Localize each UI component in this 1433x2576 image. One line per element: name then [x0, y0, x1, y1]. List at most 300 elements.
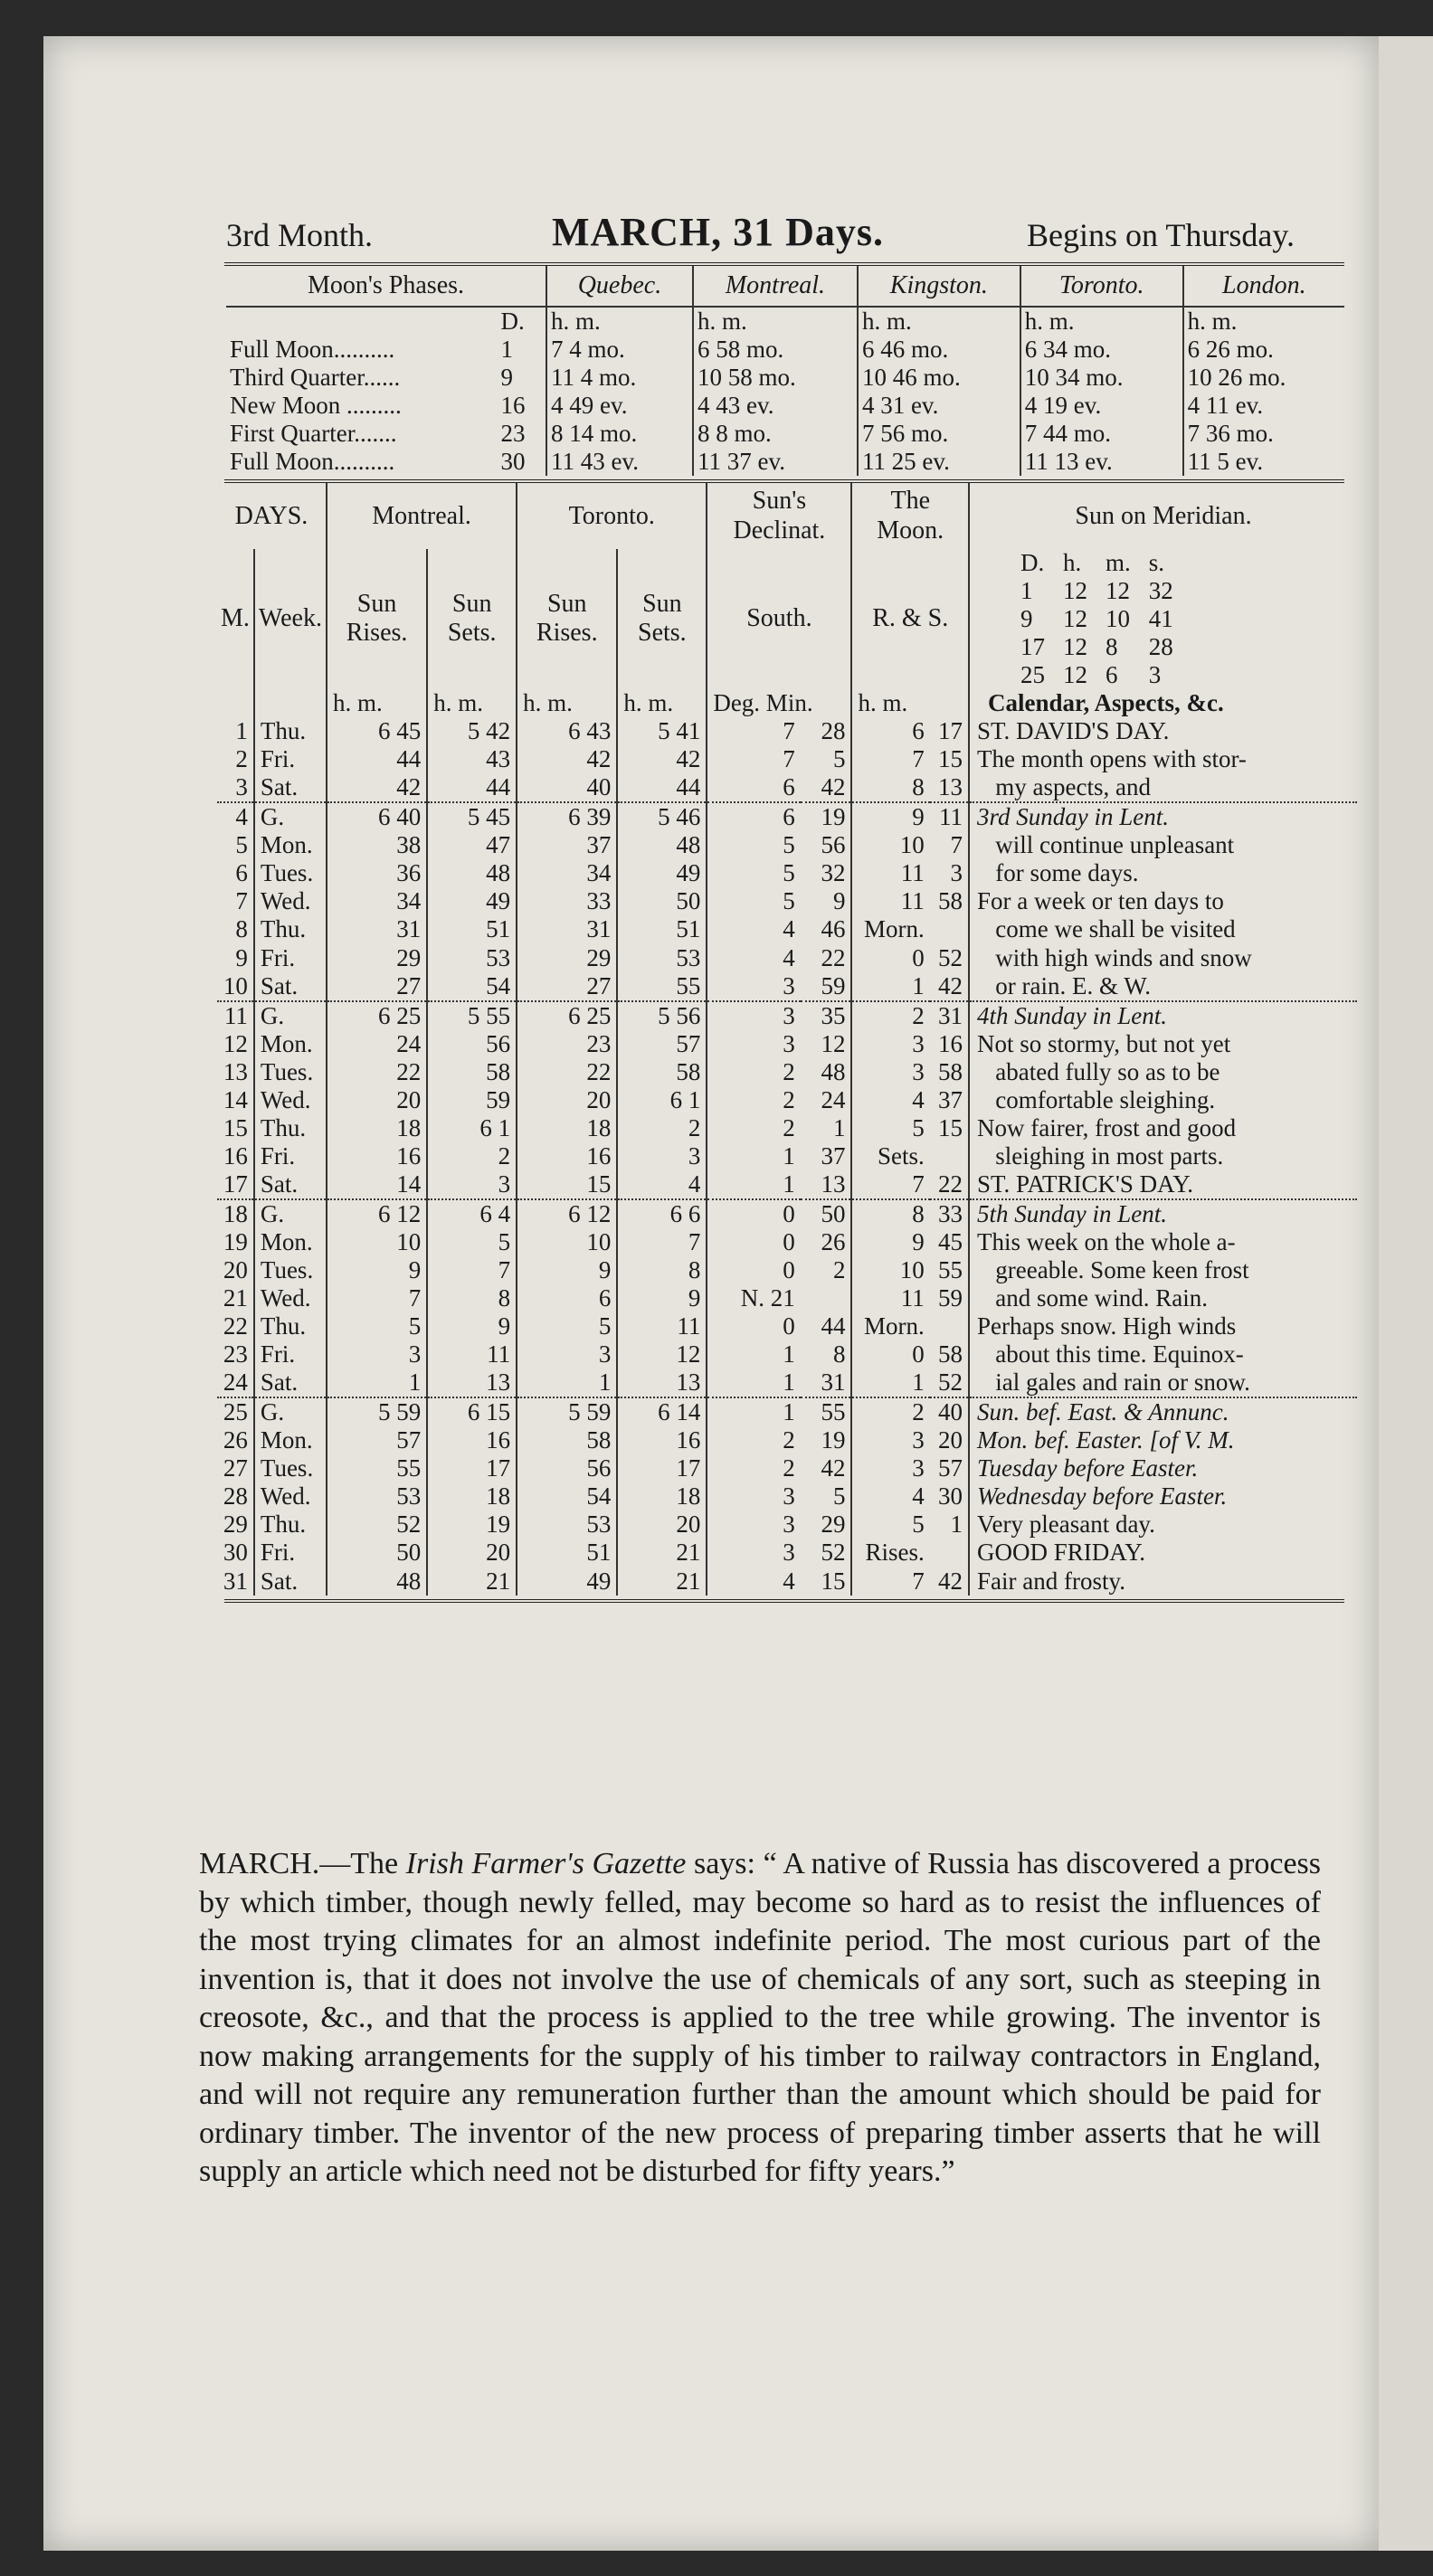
day-cell-mm: 58	[938, 1340, 963, 1368]
meridian-row	[1011, 605, 1182, 633]
day-cell-mn: 44	[821, 1312, 846, 1340]
day-cell-mr: 9	[327, 1256, 427, 1284]
day-cell-mn: 52	[821, 1539, 846, 1567]
day-cell-w: Thu.	[254, 915, 327, 943]
day-cell-d: 5	[235, 831, 248, 859]
day-cell-ms: 11	[427, 1340, 517, 1368]
day-cell-d: 20	[223, 1256, 248, 1284]
day-cell-mm: 42	[938, 971, 963, 999]
day-cell-c: Perhaps snow. High winds	[969, 1312, 1357, 1340]
day-cell-w: Sat.	[254, 1368, 327, 1397]
table-row	[217, 1312, 1357, 1340]
day-cell-mh: 0	[851, 1340, 929, 1368]
day-cell-tr: 37	[517, 831, 617, 859]
day-cell-mm: 33	[930, 1199, 969, 1228]
day-cell-ts: 49	[617, 859, 707, 887]
meridian-cell: 1	[1020, 576, 1033, 604]
day-cell-tr: 5 59	[517, 1397, 617, 1426]
day-cell-ms: 47	[427, 831, 517, 859]
day-cell-tr: 3	[517, 1340, 617, 1368]
mtl-sets-header: Sun Sets.	[427, 549, 517, 689]
day-cell-w: Thu.	[254, 1114, 327, 1142]
day-cell-ts: 4	[617, 1170, 707, 1199]
day-cell-mn: 1	[832, 1113, 846, 1141]
phase-cell-d: 9	[500, 364, 513, 392]
day-cell-tr: 40	[517, 773, 617, 802]
moon-phases-table	[226, 266, 1344, 476]
day-cell-tr: 58	[517, 1426, 617, 1454]
day-cell-w: Tues.	[254, 859, 327, 887]
day-cell-c: This week on the whole a-	[969, 1228, 1357, 1256]
day-cell-mr: 7	[327, 1284, 427, 1312]
day-cell-c: 3rd Sunday in Lent.	[969, 802, 1357, 831]
day-cell-mn: 29	[821, 1511, 846, 1539]
day-cell-w: Wed.	[254, 1482, 327, 1511]
day-cell-ms: 21	[427, 1567, 517, 1596]
day-cell-mr: 55	[327, 1454, 427, 1482]
day-cell-mr: 27	[327, 972, 427, 1001]
day-cell-dg: 4	[707, 915, 800, 943]
phase-cell-l: 10 26 mo.	[1183, 364, 1344, 392]
day-cell-ts: 58	[617, 1058, 707, 1086]
unit-hm: h. m.	[517, 689, 617, 717]
unit-hm: h. m.	[327, 689, 427, 717]
day-cell-mn: 31	[821, 1368, 846, 1397]
day-cell-d: 3	[235, 773, 248, 801]
day-cell-mh: 9	[851, 1228, 929, 1256]
day-cell-mh: 3	[851, 1030, 929, 1058]
phase-cell-m: 8 8 mo.	[693, 420, 858, 448]
phase-cell-l: 7 36 mo.	[1183, 420, 1344, 448]
phase-sub: h. m.	[858, 307, 1020, 336]
day-cell-ts: 42	[617, 745, 707, 773]
day-cell-ts: 57	[617, 1030, 707, 1058]
day-cell-mn: 19	[801, 802, 852, 831]
meridian-h: D.	[1020, 548, 1045, 576]
meridian-cell: 6	[1106, 661, 1118, 689]
day-cell-c: come we shall be visited	[969, 915, 1357, 943]
phase-row	[226, 448, 1344, 476]
day-cell-dg: 5	[707, 831, 800, 859]
phase-cell-k: 6 46 mo.	[858, 336, 1020, 364]
unit-deg: Deg. Min.	[707, 689, 851, 717]
day-cell-w: G.	[254, 1001, 327, 1030]
day-cell-mh: 4	[851, 1482, 929, 1511]
phase-cell-name: Full Moon..........	[230, 448, 395, 476]
day-cell-mm: 40	[930, 1397, 969, 1426]
day-cell-ts: 21	[617, 1567, 707, 1596]
day-cell-mn: 19	[821, 1426, 846, 1454]
day-cell-c: 4th Sunday in Lent.	[969, 1001, 1357, 1030]
day-cell-mm: 15	[938, 745, 963, 773]
day-cell-w: Mon.	[254, 1030, 327, 1058]
day-cell-w: Thu.	[254, 1312, 327, 1340]
day-cell-dg: 2	[707, 1426, 800, 1454]
day-cell-mh: 0	[851, 944, 929, 972]
day-cell-dg: 1	[707, 1142, 800, 1170]
table-row	[217, 717, 1357, 745]
table-row	[217, 1397, 1357, 1426]
day-cell-ms: 59	[427, 1086, 517, 1114]
day-cell-d: 30	[223, 1539, 248, 1567]
day-cell-w: G.	[254, 802, 327, 831]
day-cell-ts: 17	[617, 1454, 707, 1482]
day-cell-ts: 7	[617, 1228, 707, 1256]
montreal-col-header: Montreal.	[327, 483, 517, 548]
day-cell-mm: 45	[938, 1227, 963, 1255]
phase-cell-l: 6 26 mo.	[1183, 336, 1344, 364]
day-cell-ts: 11	[617, 1312, 707, 1340]
day-cell-w: Sat.	[254, 1567, 327, 1596]
meridian-cell: 8	[1106, 632, 1118, 660]
day-cell-ts: 55	[617, 972, 707, 1001]
day-cell-mr: 6 12	[327, 1199, 427, 1228]
day-cell-tr: 15	[517, 1170, 617, 1199]
meridian-cell: 12	[1063, 604, 1087, 632]
day-cell-mn: 8	[832, 1340, 846, 1368]
day-cell-dg: 3	[707, 972, 800, 1001]
day-cell-w: Wed.	[254, 1284, 327, 1312]
day-cell-mh: 3	[851, 1454, 929, 1482]
meridian-cell: 12	[1063, 632, 1087, 660]
phase-cell-k: 7 56 mo.	[858, 420, 1020, 448]
table-row	[217, 1001, 1357, 1030]
day-cell-ms: 58	[427, 1058, 517, 1086]
day-cell-w: Mon.	[254, 1426, 327, 1454]
day-cell-mh: 3	[851, 1058, 929, 1086]
day-cell-d: 22	[223, 1312, 248, 1340]
phase-cell-m: 10 58 mo.	[693, 364, 858, 392]
day-cell-mr: 44	[327, 745, 427, 773]
day-cell-tr: 34	[517, 859, 617, 887]
meridian-cell: 28	[1148, 632, 1173, 660]
meridian-table	[1011, 549, 1182, 689]
phases-header: Moon's Phases.	[226, 266, 546, 307]
day-cell-d: 12	[223, 1029, 248, 1057]
page-header	[181, 199, 1357, 262]
day-cell-tr: 56	[517, 1454, 617, 1482]
phase-cell-q: 7 4 mo.	[546, 336, 693, 364]
day-cell-d: 16	[223, 1141, 248, 1170]
day-cell-tr: 22	[517, 1058, 617, 1086]
phase-rows	[226, 336, 1344, 476]
day-cell-ts: 6 6	[617, 1199, 707, 1228]
phase-row	[226, 336, 1344, 364]
day-cell-mm: 55	[938, 1256, 963, 1284]
day-cell-mm: 31	[930, 1001, 969, 1030]
table-row	[217, 1114, 1357, 1142]
day-cell-mn: 46	[821, 915, 846, 943]
table-row	[217, 1454, 1357, 1482]
day-cell-d: 17	[223, 1170, 248, 1198]
phase-cell-t: 7 44 mo.	[1020, 420, 1183, 448]
london-header: London.	[1183, 266, 1344, 307]
day-cell-c: abated fully so as to be	[969, 1058, 1357, 1086]
day-cell-mm: 42	[938, 1567, 963, 1595]
day-cell-mn: 5	[832, 745, 846, 773]
tor-sets-header: Sun Sets.	[617, 549, 707, 689]
day-cell-mh: 3	[851, 1426, 929, 1454]
table-row	[217, 1256, 1357, 1284]
table-row	[217, 972, 1357, 1001]
day-cell-ts: 3	[617, 1142, 707, 1170]
article-text-2: says: “ A native of Russia has discovered a process by which timber, though newly felled, may become so hard as to resist the influences of the most trying climates for an almost indefinite period. The most curious part of the invention is, that it does not involve the use of chemicals of any sort, such as steeping in creosote, &c., and that the process is applied to the tree while growing. The inventor is now making arrangements for the supply of his timber to railway contractors in England, and will not require any remuneration further than the amount which should be paid for ordinary timber. The inventor of the new process of preparing timber asserts that he will supply an article which need not be disturbed for fifty years.”	[199, 1847, 1322, 2188]
day-cell-dg: 1	[707, 1340, 800, 1368]
day-cell-ms: 5 45	[427, 802, 517, 831]
day-cell-mr: 52	[327, 1511, 427, 1539]
day-cell-c: Very pleasant day.	[969, 1511, 1357, 1539]
day-cell-ms: 6 15	[427, 1397, 517, 1426]
day-cell-ms: 49	[427, 887, 517, 915]
day-cell-c: For a week or ten days to	[969, 887, 1357, 915]
day-cell-tr: 1	[517, 1368, 617, 1397]
day-cell-mh: 4	[851, 1086, 929, 1114]
table-row	[217, 1426, 1357, 1454]
day-cell-mr: 20	[327, 1086, 427, 1114]
day-cell-mh: 7	[851, 1170, 929, 1199]
day-cell-d: 1	[235, 717, 248, 745]
day-cell-d: 15	[223, 1113, 248, 1141]
day-cell-mr: 5 59	[327, 1397, 427, 1426]
day-cell-mr: 50	[327, 1539, 427, 1567]
day-cell-ts: 5 56	[617, 1001, 707, 1030]
day-cell-ms: 9	[427, 1312, 517, 1340]
day-cell-c: Tuesday before Easter.	[969, 1454, 1357, 1482]
day-cell-mn: 24	[821, 1085, 846, 1113]
day-cell-mr: 31	[327, 915, 427, 943]
day-cell-mh: Sets.	[851, 1142, 929, 1170]
meridian-header: Sun on Meridian.	[969, 483, 1357, 548]
day-cell-ts: 48	[617, 831, 707, 859]
day-cell-d: 13	[223, 1057, 248, 1085]
day-cell-mr: 48	[327, 1567, 427, 1596]
main-section	[181, 483, 1357, 1595]
day-cell-c: ST. PATRICK'S DAY.	[969, 1170, 1357, 1199]
day-cell-c: about this time. Equinox-	[969, 1340, 1357, 1368]
day-cell-tr: 54	[517, 1482, 617, 1511]
day-cell-mn: 56	[821, 831, 846, 859]
day-cell-mh: Morn.	[851, 1312, 929, 1340]
table-row	[217, 1340, 1357, 1368]
day-cell-mm: 11	[930, 802, 969, 831]
day-cell-mh: 11	[851, 859, 929, 887]
day-cell-c: Not so stormy, but not yet	[969, 1030, 1357, 1058]
phase-cell-t: 4 19 ev.	[1020, 392, 1183, 420]
day-cell-mm: 37	[938, 1085, 963, 1113]
day-cell-mm	[930, 915, 969, 943]
table-row	[217, 1567, 1357, 1596]
meridian-cell: 12	[1063, 576, 1087, 604]
day-cell-tr: 6	[517, 1284, 617, 1312]
day-cell-mr: 34	[327, 887, 427, 915]
day-cell-ts: 21	[617, 1539, 707, 1567]
day-cell-c: sleighing in most parts.	[969, 1142, 1357, 1170]
day-cell-c: my aspects, and	[969, 773, 1357, 802]
day-cell-mh: 10	[851, 831, 929, 859]
day-rows	[217, 717, 1357, 1595]
day-cell-ts: 8	[617, 1256, 707, 1284]
day-cell-ms: 3	[427, 1170, 517, 1199]
day-cell-dg: 0	[707, 1256, 800, 1284]
phase-cell-d: 16	[500, 392, 526, 420]
phase-sub: h. m.	[1183, 307, 1344, 336]
day-cell-d: 8	[235, 915, 248, 943]
day-cell-dg: 3	[707, 1482, 800, 1511]
meridian-h: h.	[1063, 548, 1082, 576]
day-cell-ms: 5 42	[427, 717, 517, 745]
day-cell-ms: 5	[427, 1228, 517, 1256]
phase-sub: h. m.	[1020, 307, 1183, 336]
day-cell-c: Sun. bef. East. & Annunc.	[969, 1397, 1357, 1426]
day-cell-d: 31	[223, 1567, 248, 1595]
south-header: South.	[707, 549, 851, 689]
day-cell-tr: 49	[517, 1567, 617, 1596]
day-cell-d: 26	[223, 1426, 248, 1454]
day-cell-c: greeable. Some keen frost	[969, 1256, 1357, 1284]
day-cell-tr: 6 12	[517, 1199, 617, 1228]
phase-cell-t: 6 34 mo.	[1020, 336, 1183, 364]
day-cell-mh: 8	[851, 773, 929, 802]
table-row	[217, 1482, 1357, 1511]
day-cell-ms: 44	[427, 773, 517, 802]
meridian-row	[1011, 633, 1182, 661]
day-cell-mh: 6	[851, 717, 929, 745]
day-cell-c: ial gales and rain or snow.	[969, 1368, 1357, 1397]
day-cell-dg: 7	[707, 717, 800, 745]
day-cell-mm: 22	[938, 1170, 963, 1198]
meridian-cell: 41	[1148, 604, 1173, 632]
day-cell-ts: 9	[617, 1284, 707, 1312]
table-row	[217, 802, 1357, 831]
day-cell-ms: 18	[427, 1482, 517, 1511]
day-cell-mn: 12	[821, 1029, 846, 1057]
day-cell-ts: 5 46	[617, 802, 707, 831]
day-cell-mr: 29	[327, 944, 427, 972]
day-cell-w: Sat.	[254, 1170, 327, 1199]
day-cell-mh: 8	[851, 1199, 929, 1228]
phase-cell-m: 6 58 mo.	[693, 336, 858, 364]
day-cell-mn: 35	[801, 1001, 852, 1030]
day-cell-dg: 1	[707, 1368, 800, 1397]
day-cell-dg: 3	[707, 1001, 800, 1030]
day-cell-dg: 6	[707, 773, 800, 802]
meridian-cell: 17	[1020, 632, 1045, 660]
day-cell-c: or rain. E. & W.	[969, 972, 1357, 1001]
declination-header: Sun's Declinat.	[707, 483, 851, 548]
phase-sub: h. m.	[546, 307, 693, 336]
day-cell-c: 5th Sunday in Lent.	[969, 1199, 1357, 1228]
day-cell-mn: 55	[801, 1397, 852, 1426]
day-cell-ms: 6 4	[427, 1199, 517, 1228]
tor-rises-header: Sun Rises.	[517, 549, 617, 689]
phase-cell-q: 11 4 mo.	[546, 364, 693, 392]
day-cell-ms: 19	[427, 1511, 517, 1539]
day-cell-dg: 7	[707, 745, 800, 773]
meridian-row	[1011, 577, 1182, 605]
day-cell-mh: 1	[851, 972, 929, 1001]
day-cell-c: with high winds and snow	[969, 944, 1357, 972]
m-header: M.	[221, 604, 250, 633]
day-cell-mn: 15	[821, 1567, 846, 1595]
day-cell-ms: 2	[427, 1142, 517, 1170]
day-cell-mm: 58	[938, 1057, 963, 1085]
day-cell-mn: 5	[832, 1482, 846, 1511]
table-row	[217, 1199, 1357, 1228]
rs-header: R. & S.	[851, 549, 969, 689]
day-cell-d: 10	[223, 971, 248, 999]
day-cell-dg: 0	[707, 1228, 800, 1256]
day-cell-mm	[930, 1312, 969, 1340]
day-cell-mr: 57	[327, 1426, 427, 1454]
week-header: Week.	[254, 549, 327, 689]
begins-on: Begins on Thursday.	[1027, 217, 1295, 253]
day-cell-mn: 9	[832, 887, 846, 915]
day-cell-tr: 42	[517, 745, 617, 773]
day-cell-ms: 17	[427, 1454, 517, 1482]
phase-cell-q: 11 43 ev.	[546, 448, 693, 476]
day-cell-w: Sat.	[254, 773, 327, 802]
day-cell-tr: 33	[517, 887, 617, 915]
day-cell-c: for some days.	[969, 859, 1357, 887]
day-cell-mm: 7	[950, 831, 963, 859]
day-cell-c: will continue unpleasant	[969, 831, 1357, 859]
day-cell-tr: 53	[517, 1511, 617, 1539]
day-cell-w: Tues.	[254, 1454, 327, 1482]
day-cell-mr: 38	[327, 831, 427, 859]
day-cell-d: 19	[223, 1227, 248, 1255]
day-cell-dg: 2	[707, 1114, 800, 1142]
phase-sub: h. m.	[693, 307, 858, 336]
mtl-rises-header: Sun Rises.	[327, 549, 427, 689]
day-cell-w: G.	[254, 1199, 327, 1228]
table-row	[217, 944, 1357, 972]
day-cell-d: 28	[223, 1482, 248, 1511]
phase-cell-d: 30	[500, 448, 526, 476]
meridian-cell	[969, 549, 1357, 689]
day-cell-tr: 5	[517, 1312, 617, 1340]
day-cell-ms: 13	[427, 1368, 517, 1397]
calendar-header: Calendar, Aspects, &c.	[969, 689, 1357, 717]
phase-cell-m: 4 43 ev.	[693, 392, 858, 420]
day-cell-w: Fri.	[254, 745, 327, 773]
phase-cell-t: 10 34 mo.	[1020, 364, 1183, 392]
day-cell-mn: 59	[821, 971, 846, 999]
day-cell-mr: 36	[327, 859, 427, 887]
day-cell-ms: 7	[427, 1256, 517, 1284]
day-cell-ts: 2	[617, 1114, 707, 1142]
meridian-cell: 25	[1020, 661, 1045, 689]
day-cell-tr: 18	[517, 1114, 617, 1142]
day-cell-mr: 6 45	[327, 717, 427, 745]
day-cell-mm: 15	[938, 1113, 963, 1141]
day-cell-mn: 48	[821, 1057, 846, 1085]
day-cell-ms: 20	[427, 1539, 517, 1567]
meridian-cell: 12	[1106, 576, 1130, 604]
day-cell-mm: 30	[938, 1482, 963, 1511]
moon-header: The Moon.	[851, 483, 969, 548]
day-cell-c: GOOD FRIDAY.	[969, 1539, 1357, 1567]
day-cell-dg: 1	[707, 1170, 800, 1199]
article-text-1: —The	[319, 1847, 406, 1880]
day-cell-mm	[930, 1142, 969, 1170]
day-cell-mm: 52	[938, 1368, 963, 1397]
day-cell-ms: 16	[427, 1426, 517, 1454]
day-cell-mn: 42	[821, 1454, 846, 1482]
day-cell-w: Tues.	[254, 1256, 327, 1284]
day-cell-mr: 5	[327, 1312, 427, 1340]
day-cell-mh: 5	[851, 1114, 929, 1142]
meridian-rows	[1011, 577, 1182, 689]
